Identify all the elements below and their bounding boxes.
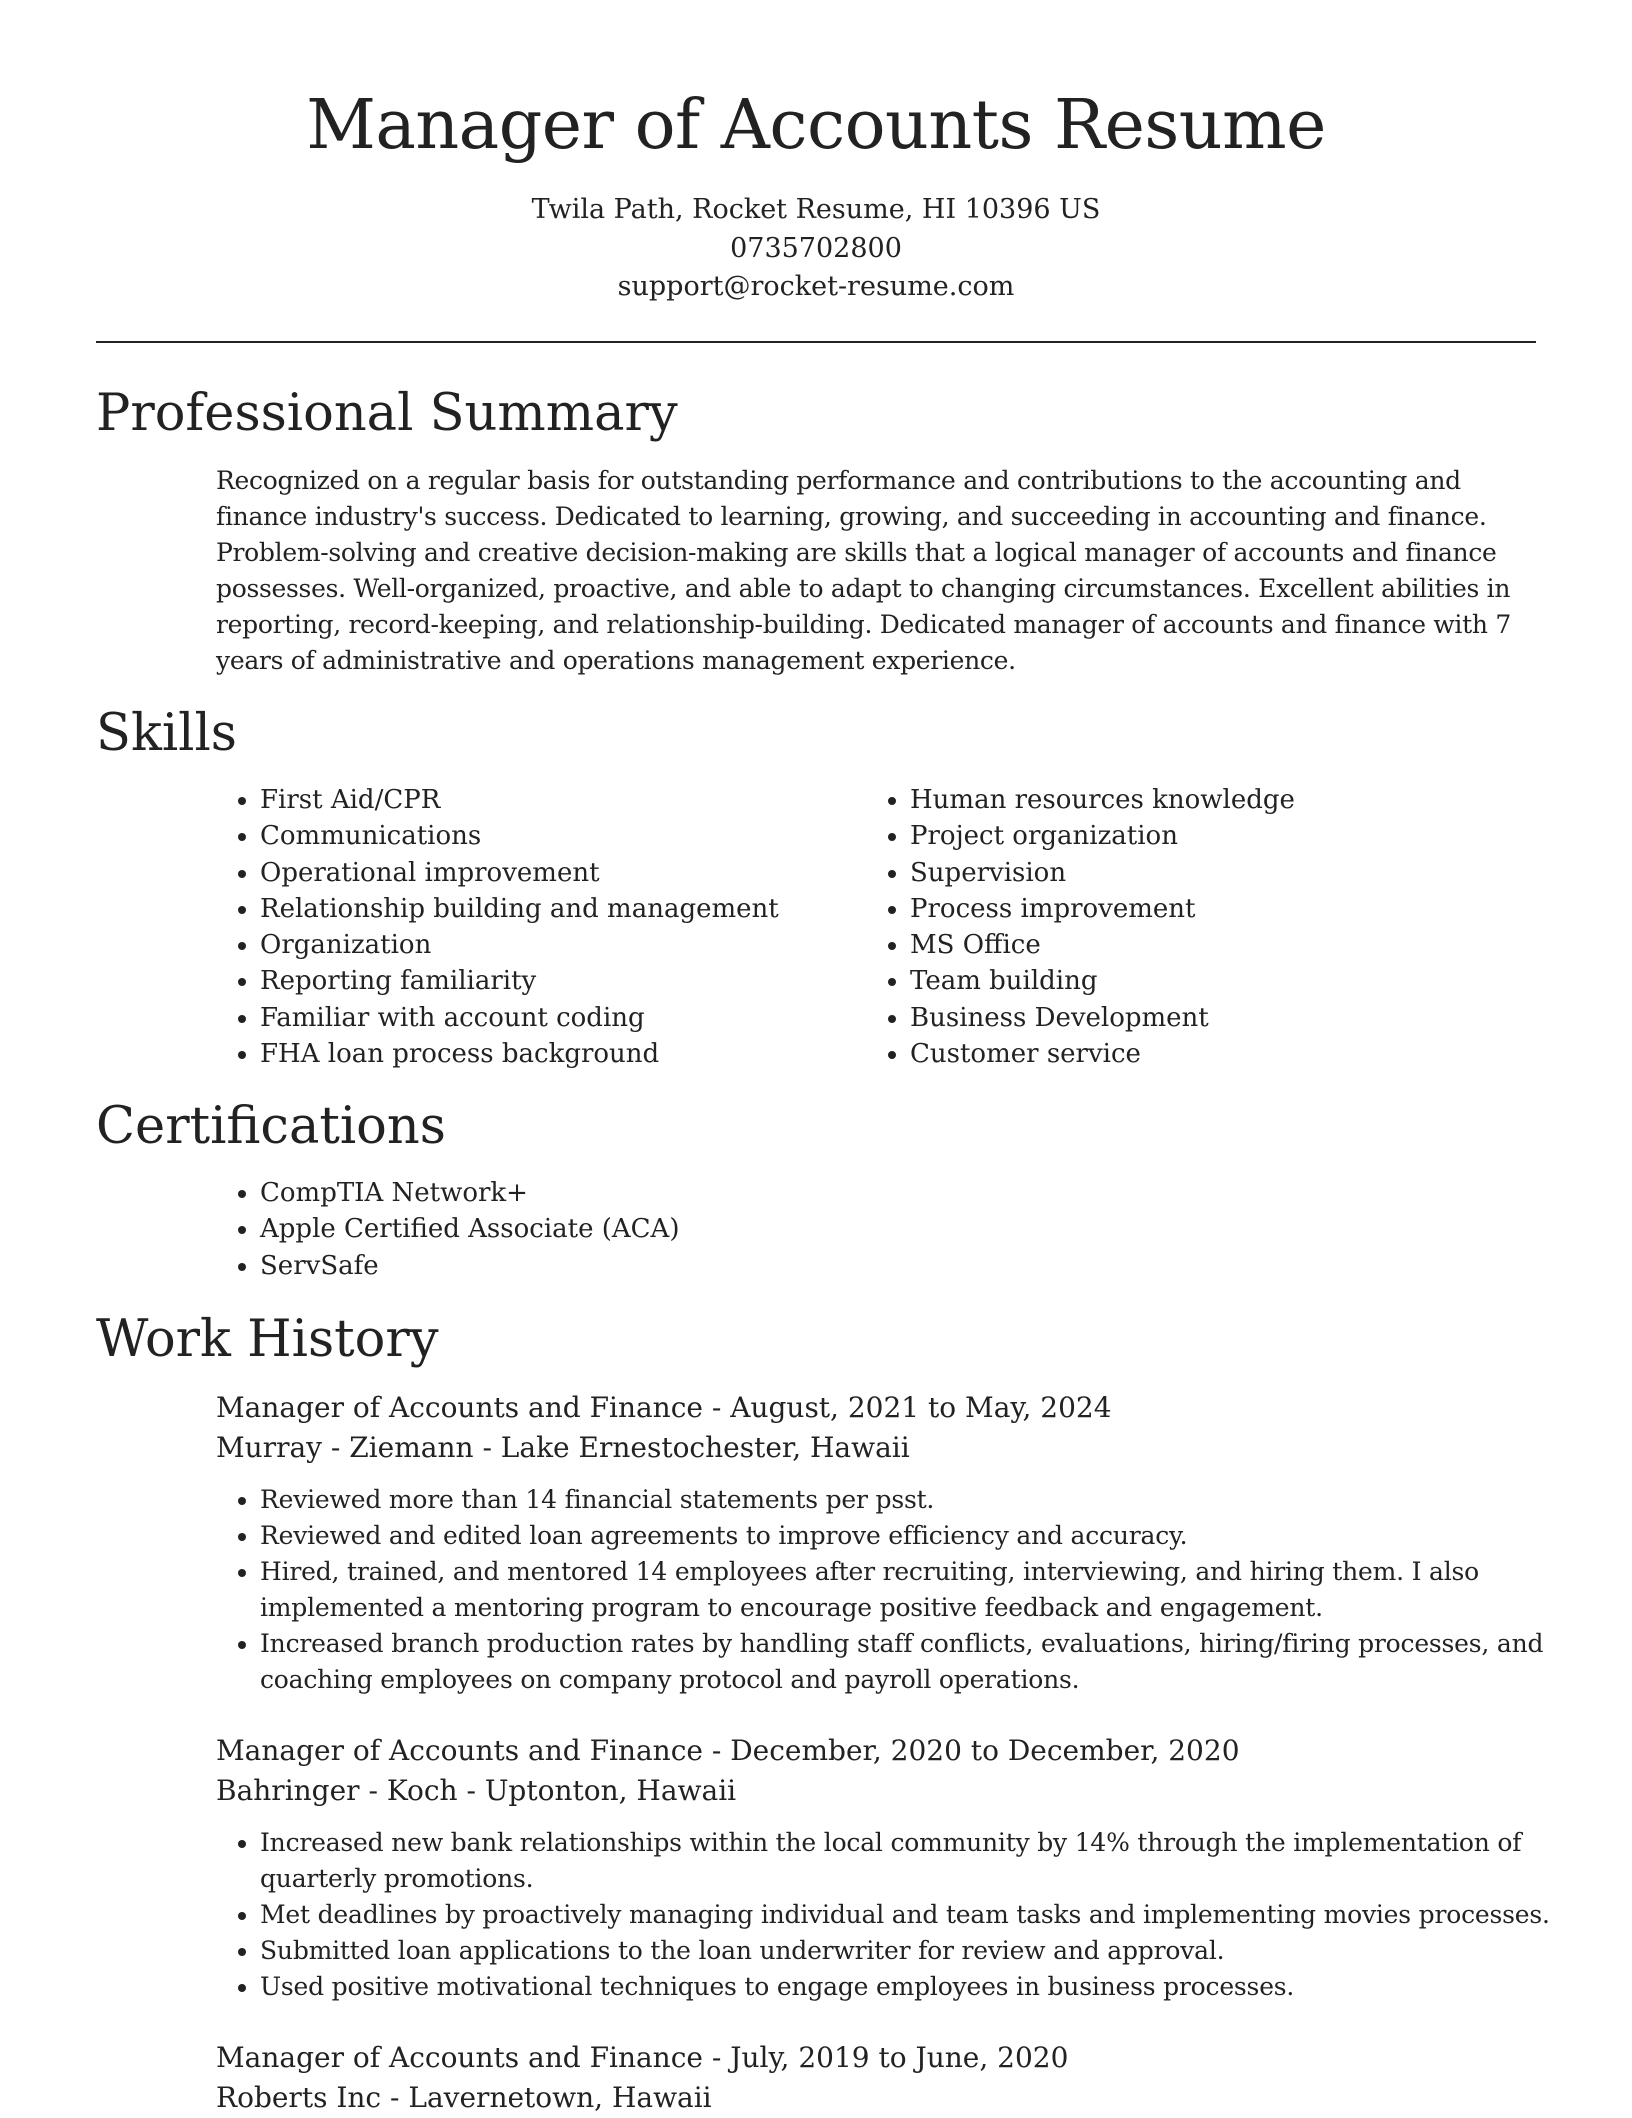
skill-item: • Relationship building and management <box>260 891 860 927</box>
job-bullets <box>216 1482 1580 1698</box>
job-company-line: Murray - Ziemann - Lake Ernestochester, Hawaii <box>216 1431 910 1464</box>
work-history-heading: Work History <box>96 1310 439 1369</box>
skill-item: • Team building <box>910 963 1550 999</box>
skill-item: • Operational improvement <box>260 855 860 891</box>
skill-item: • Customer service <box>910 1036 1550 1072</box>
job-bullet: • Reviewed more than 14 financial statements per psst. <box>260 1482 1580 1518</box>
summary-text: Recognized on a regular basis for outstanding performance and contributions to the accounting and finance industry's success. Dedicated to learning, growing, and succeeding in accounting and finance. Problem-solving and creative decision-making are skills that a logical manager of accounts and finance possesses. Well-organized, proactive, and able to adapt to changing circumstances. Excellent abilities in reporting, record-keeping, and relationship-building. Dedicated manager of accounts and finance with 7 years of administrative and operations management experience. <box>216 466 1511 675</box>
skill-item: • First Aid/CPR <box>260 782 860 818</box>
certification-item: • Apple Certified Associate (ACA) <box>260 1211 1160 1247</box>
contact-email: support@rocket-resume.com <box>617 271 1015 302</box>
header-divider <box>96 341 1536 343</box>
job-title-line: Manager of Accounts and Finance - August, 2021 to May, 2024 <box>216 1391 1112 1424</box>
skill-item: • Organization <box>260 927 860 963</box>
skill-item: • Business Development <box>910 1000 1550 1036</box>
job-bullet: • Used positive motivational techniques to engage employees in business processes. <box>260 1969 1580 2005</box>
skills-list-right <box>866 782 1550 1072</box>
job-bullet: • Increased new bank relationships within the local community by 14% through the implementation of quarterly promotions. <box>260 1825 1580 1897</box>
skill-item: • Communications <box>260 818 860 854</box>
job-bullets <box>216 1825 1580 2005</box>
job-bullet: • Reviewed and edited loan agreements to improve efficiency and accuracy. <box>260 1518 1580 1554</box>
skills-list-left <box>216 782 860 1072</box>
summary-heading: Professional Summary <box>96 384 678 443</box>
job-bullet: • Submitted loan applications to the loan underwriter for review and approval. <box>260 1933 1580 1969</box>
certification-item: • ServSafe <box>260 1248 1160 1284</box>
skill-item: • FHA loan process background <box>260 1036 860 1072</box>
job-title-line: Manager of Accounts and Finance - December, 2020 to December, 2020 <box>216 1734 1240 1767</box>
skill-item: • Human resources knowledge <box>910 782 1550 818</box>
job-title-line: Manager of Accounts and Finance - July, 2019 to June, 2020 <box>216 2041 1069 2074</box>
certification-item: • CompTIA Network+ <box>260 1175 1160 1211</box>
skills-heading: Skills <box>96 704 237 763</box>
contact-phone: 0735702800 <box>730 233 902 264</box>
job-company-line: Roberts Inc - Lavernetown, Hawaii <box>216 2081 712 2114</box>
skill-item: • Reporting familiarity <box>260 963 860 999</box>
certifications-list <box>216 1175 1160 1284</box>
skill-item: • Supervision <box>910 855 1550 891</box>
job-company-line: Bahringer - Koch - Uptonton, Hawaii <box>216 1774 737 1807</box>
skill-item: • Process improvement <box>910 891 1550 927</box>
job-bullet: • Met deadlines by proactively managing individual and team tasks and implementing movies processes. <box>260 1897 1580 1933</box>
job-bullet: • Hired, trained, and mentored 14 employees after recruiting, interviewing, and hiring them. I also implemented a mentoring program to encourage positive feedback and engagement. <box>260 1554 1580 1626</box>
resume-title: Manager of Accounts Resume <box>306 86 1326 165</box>
contact-address: Twila Path, Rocket Resume, HI 10396 US <box>531 194 1101 225</box>
skill-item: • Familiar with account coding <box>260 1000 860 1036</box>
skill-item: • Project organization <box>910 818 1550 854</box>
job-bullet: • Increased branch production rates by handling staff conflicts, evaluations, hiring/firing processes, and coaching employees on company protocol and payroll operations. <box>260 1626 1580 1698</box>
certifications-heading: Certifications <box>96 1097 446 1156</box>
skill-item: • MS Office <box>910 927 1550 963</box>
